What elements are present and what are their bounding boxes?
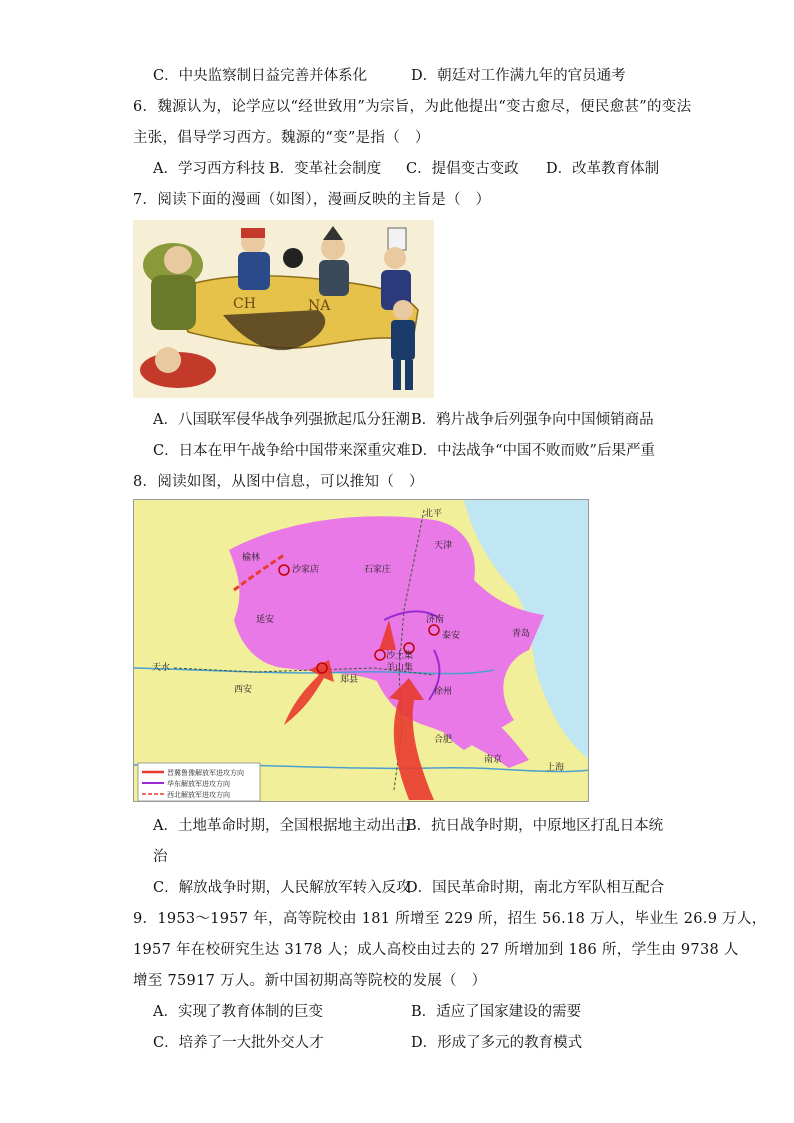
- map-label-shanghai: 上海: [546, 763, 565, 773]
- map-label-xian: 西安: [234, 685, 253, 695]
- map-label-zhengxian: 郑县: [340, 675, 359, 685]
- liberation-war-map-icon: [134, 500, 589, 802]
- map-label-yulin: 榆林: [242, 553, 261, 563]
- legend-item-3: 西北解放军进攻方向: [167, 791, 230, 799]
- map-label-tianjin: 天津: [434, 541, 453, 551]
- map-label-yanan: 延安: [256, 615, 275, 625]
- q9-stem-line3: 增至 75917 万人。新中国初期高等院校的发展（ ）: [133, 973, 487, 989]
- map-label-nanjing: 南京: [484, 755, 503, 765]
- map-label-hefei: 合肥: [434, 735, 453, 745]
- q8-option-c: C．解放战争时期，人民解放军转入反攻: [153, 880, 411, 896]
- map-label-shatuji: 沙土集: [386, 651, 414, 661]
- q9-option-c: C．培养了一大批外交人才: [153, 1035, 324, 1051]
- map-label-taian: 泰安: [442, 631, 461, 641]
- q8-option-b-line1: B．抗日战争时期，中原地区打乱日本统: [406, 818, 664, 834]
- map-label-jinan: 济南: [426, 615, 445, 625]
- q9-option-d: D．形成了多元的教育模式: [411, 1035, 583, 1051]
- map-label-shajiadian: 沙家店: [292, 565, 320, 575]
- q8-option-b-line2: 治: [153, 849, 168, 865]
- q8-option-d: D．国民革命时期，南北方军队相互配合: [406, 880, 665, 896]
- q5-option-c: C．中央监察制日益完善并体系化: [153, 68, 368, 84]
- map-label-yangshanji: 羊山集: [386, 663, 414, 673]
- q8-stem: 8．阅读如图，从图中信息，可以推知（ ）: [133, 474, 424, 490]
- q8-option-a: A．土地革命时期，全国根据地主动出击: [153, 818, 410, 834]
- q9-stem-line1: 9．1953～1957 年，高等院校由 181 所增至 229 所，招生 56.18 万人，毕业生 26.9 万人，: [133, 911, 767, 927]
- q9-option-a: A．实现了教育体制的巨变: [153, 1004, 323, 1020]
- q6-option-a: A．学习西方科技: [153, 161, 265, 177]
- cartoon-carving-up-china-icon: [133, 220, 434, 398]
- svg-text:NA: NA: [308, 298, 331, 314]
- q7-option-d: D．中法战争“中国不败而败”后果严重: [411, 443, 655, 459]
- legend-item-2: 华东解放军进攻方向: [167, 780, 230, 788]
- historical-map: [133, 499, 589, 802]
- cartoon-illustration: [133, 220, 434, 398]
- map-label-shijiazhuang: 石家庄: [364, 565, 392, 575]
- q9-option-b: B．适应了国家建设的需要: [411, 1004, 582, 1020]
- q6-stem-line2: 主张，倡导学习西方。魏源的“变”是指（ ）: [133, 130, 430, 146]
- q9-stem-line2: 1957 年在校研究生达 3178 人；成人高校由过去的 27 所增加到 186 所，学生由 9738 人: [133, 942, 739, 958]
- q7-option-a: A．八国联军侵华战争列强掀起瓜分狂潮: [153, 412, 410, 428]
- q6-stem-line1: 6．魏源认为，论学应以“经世致用”为宗旨，为此他提出“变古愈尽，便民愈甚”的变法: [133, 99, 692, 115]
- svg-text:CH: CH: [233, 296, 256, 312]
- q6-option-b: B．变革社会制度: [269, 161, 382, 177]
- map-label-tianshui: 天水: [152, 663, 171, 673]
- q6-option-d: D．改革教育体制: [546, 161, 660, 177]
- legend-item-1: 晋冀鲁豫解放军进攻方向: [167, 769, 244, 777]
- q7-option-c: C．日本在甲午战争给中国带来深重灾难: [153, 443, 411, 459]
- map-label-xuzhou: 徐州: [434, 687, 453, 697]
- q7-stem: 7．阅读下面的漫画（如图），漫画反映的主旨是（ ）: [133, 192, 491, 208]
- q6-option-c: C．提倡变古变政: [406, 161, 519, 177]
- map-label-beiping: 北平: [424, 509, 443, 519]
- q7-option-b: B．鸦片战争后列强争向中国倾销商品: [411, 412, 654, 428]
- map-label-qingdao: 青岛: [512, 629, 531, 639]
- q5-option-d: D．朝廷对工作满九年的官员通考: [411, 68, 626, 84]
